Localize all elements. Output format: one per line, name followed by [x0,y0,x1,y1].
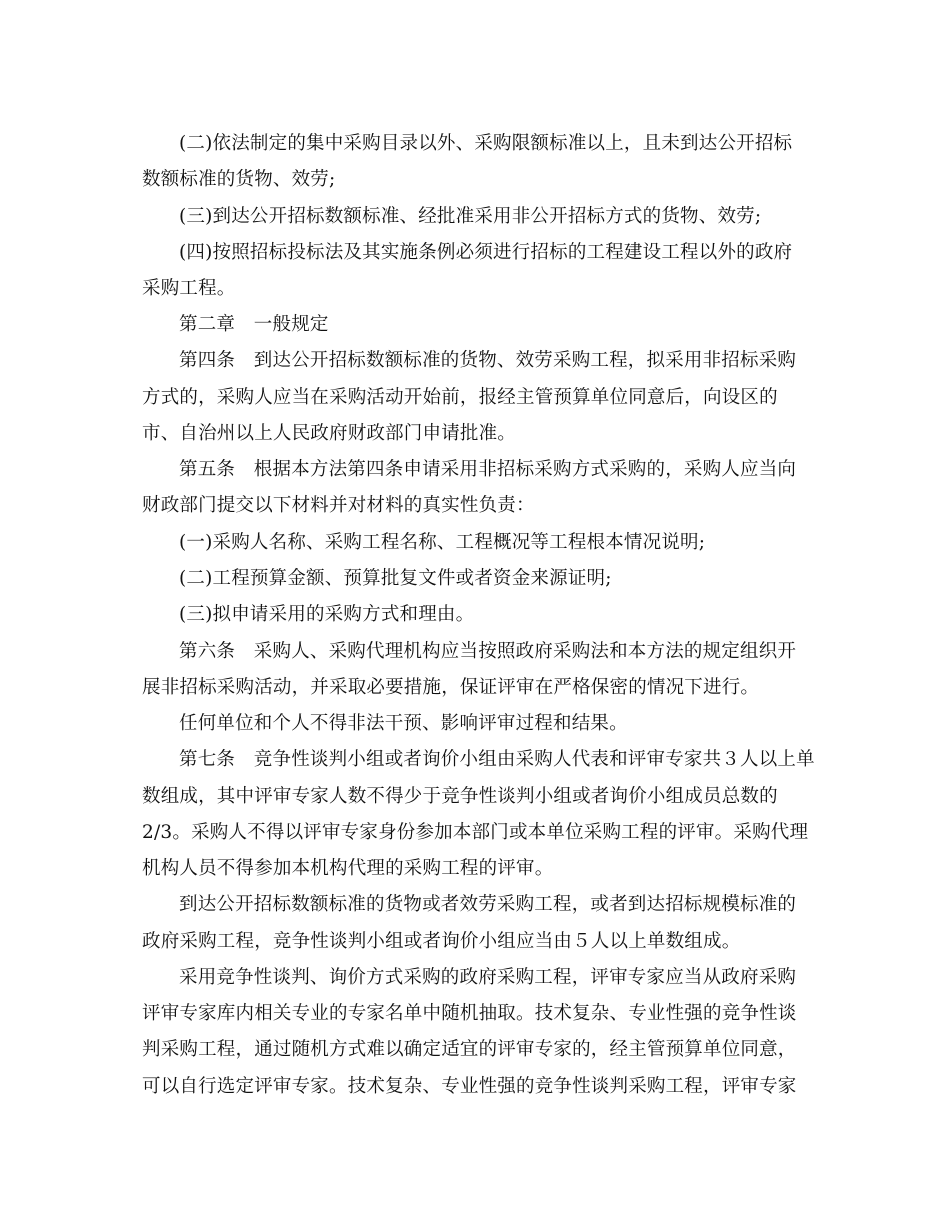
chapter-heading: 第二章 一般规定 [179,314,329,335]
text-line: 采购工程。 [142,278,236,299]
text-line: 评审专家库内相关专业的专家名单中随机抽取。技术复杂、专业性强的竞争性谈 [142,1003,797,1024]
text-line: (三)到达公开招标数额标准、经批准采用非公开招标方式的货物、效劳; [179,206,762,227]
text-line: 第六条 采购人、采购代理机构应当按照政府采购法和本方法的规定组织开 [179,641,797,662]
text-line: 财政部门提交以下材料并对材料的真实性负责： [142,495,535,516]
text-line: 机构人员不得参加本机构代理的采购工程的评审。 [142,858,554,879]
text-line: 到达公开招标数额标准的货物或者效劳采购工程，或者到达招标规模标准的 [179,894,797,915]
text-line: (二)工程预算金额、预算批复文件或者资金来源证明; [179,568,612,589]
text-line: 展非招标采购活动，并采取必要措施，保证评审在严格保密的情况下进行。 [142,677,760,698]
text-line: (三)拟申请采用的采购方式和理由。 [179,604,475,625]
text-line: 数组成，其中评审专家人数不得少于竞争性谈判小组或者询价小组成员总数的 [142,786,778,807]
text-line: 数额标准的货物、效劳; [142,169,336,190]
text-line: 可以自行选定评审专家。技术复杂、专业性强的竞争性谈判采购工程，评审专家 [142,1076,797,1097]
text-line: (四)按照招标投标法及其实施条例必须进行招标的工程建设工程以外的政府 [179,242,793,263]
text-line: 市、自治州以上人民政府财政部门申请批准。 [142,423,517,444]
text-line: 第五条 根据本方法第四条申请采用非招标采购方式采购的，采购人应当向 [179,459,797,480]
text-line: (二)依法制定的集中采购目录以外、采购限额标准以上，且未到达公开招标 [179,133,793,154]
text-line: 第四条 到达公开招标数额标准的货物、效劳采购工程，拟采用非招标采购 [179,350,797,371]
text-line: 2/3。采购人不得以评审专家身份参加本部门或本单位采购工程的评审。采购代理 [142,822,809,843]
text-line: 方式的，采购人应当在采购活动开始前，报经主管预算单位同意后，向设区的 [142,387,778,408]
text-line: (一)采购人名称、采购工程名称、工程概况等工程根本情况说明; [179,532,706,553]
text-line: 政府采购工程，竞争性谈判小组或者询价小组应当由５人以上单数组成。 [142,931,741,952]
text-line: 任何单位和个人不得非法干预、影响评审过程和结果。 [179,713,628,734]
text-line: 第七条 竞争性谈判小组或者询价小组由采购人代表和评审专家共３人以上单 [179,749,815,770]
text-line: 采用竞争性谈判、询价方式采购的政府采购工程，评审专家应当从政府采购 [179,967,797,988]
text-line: 判采购工程，通过随机方式难以确定适宜的评审专家的，经主管预算单位同意， [142,1039,797,1060]
